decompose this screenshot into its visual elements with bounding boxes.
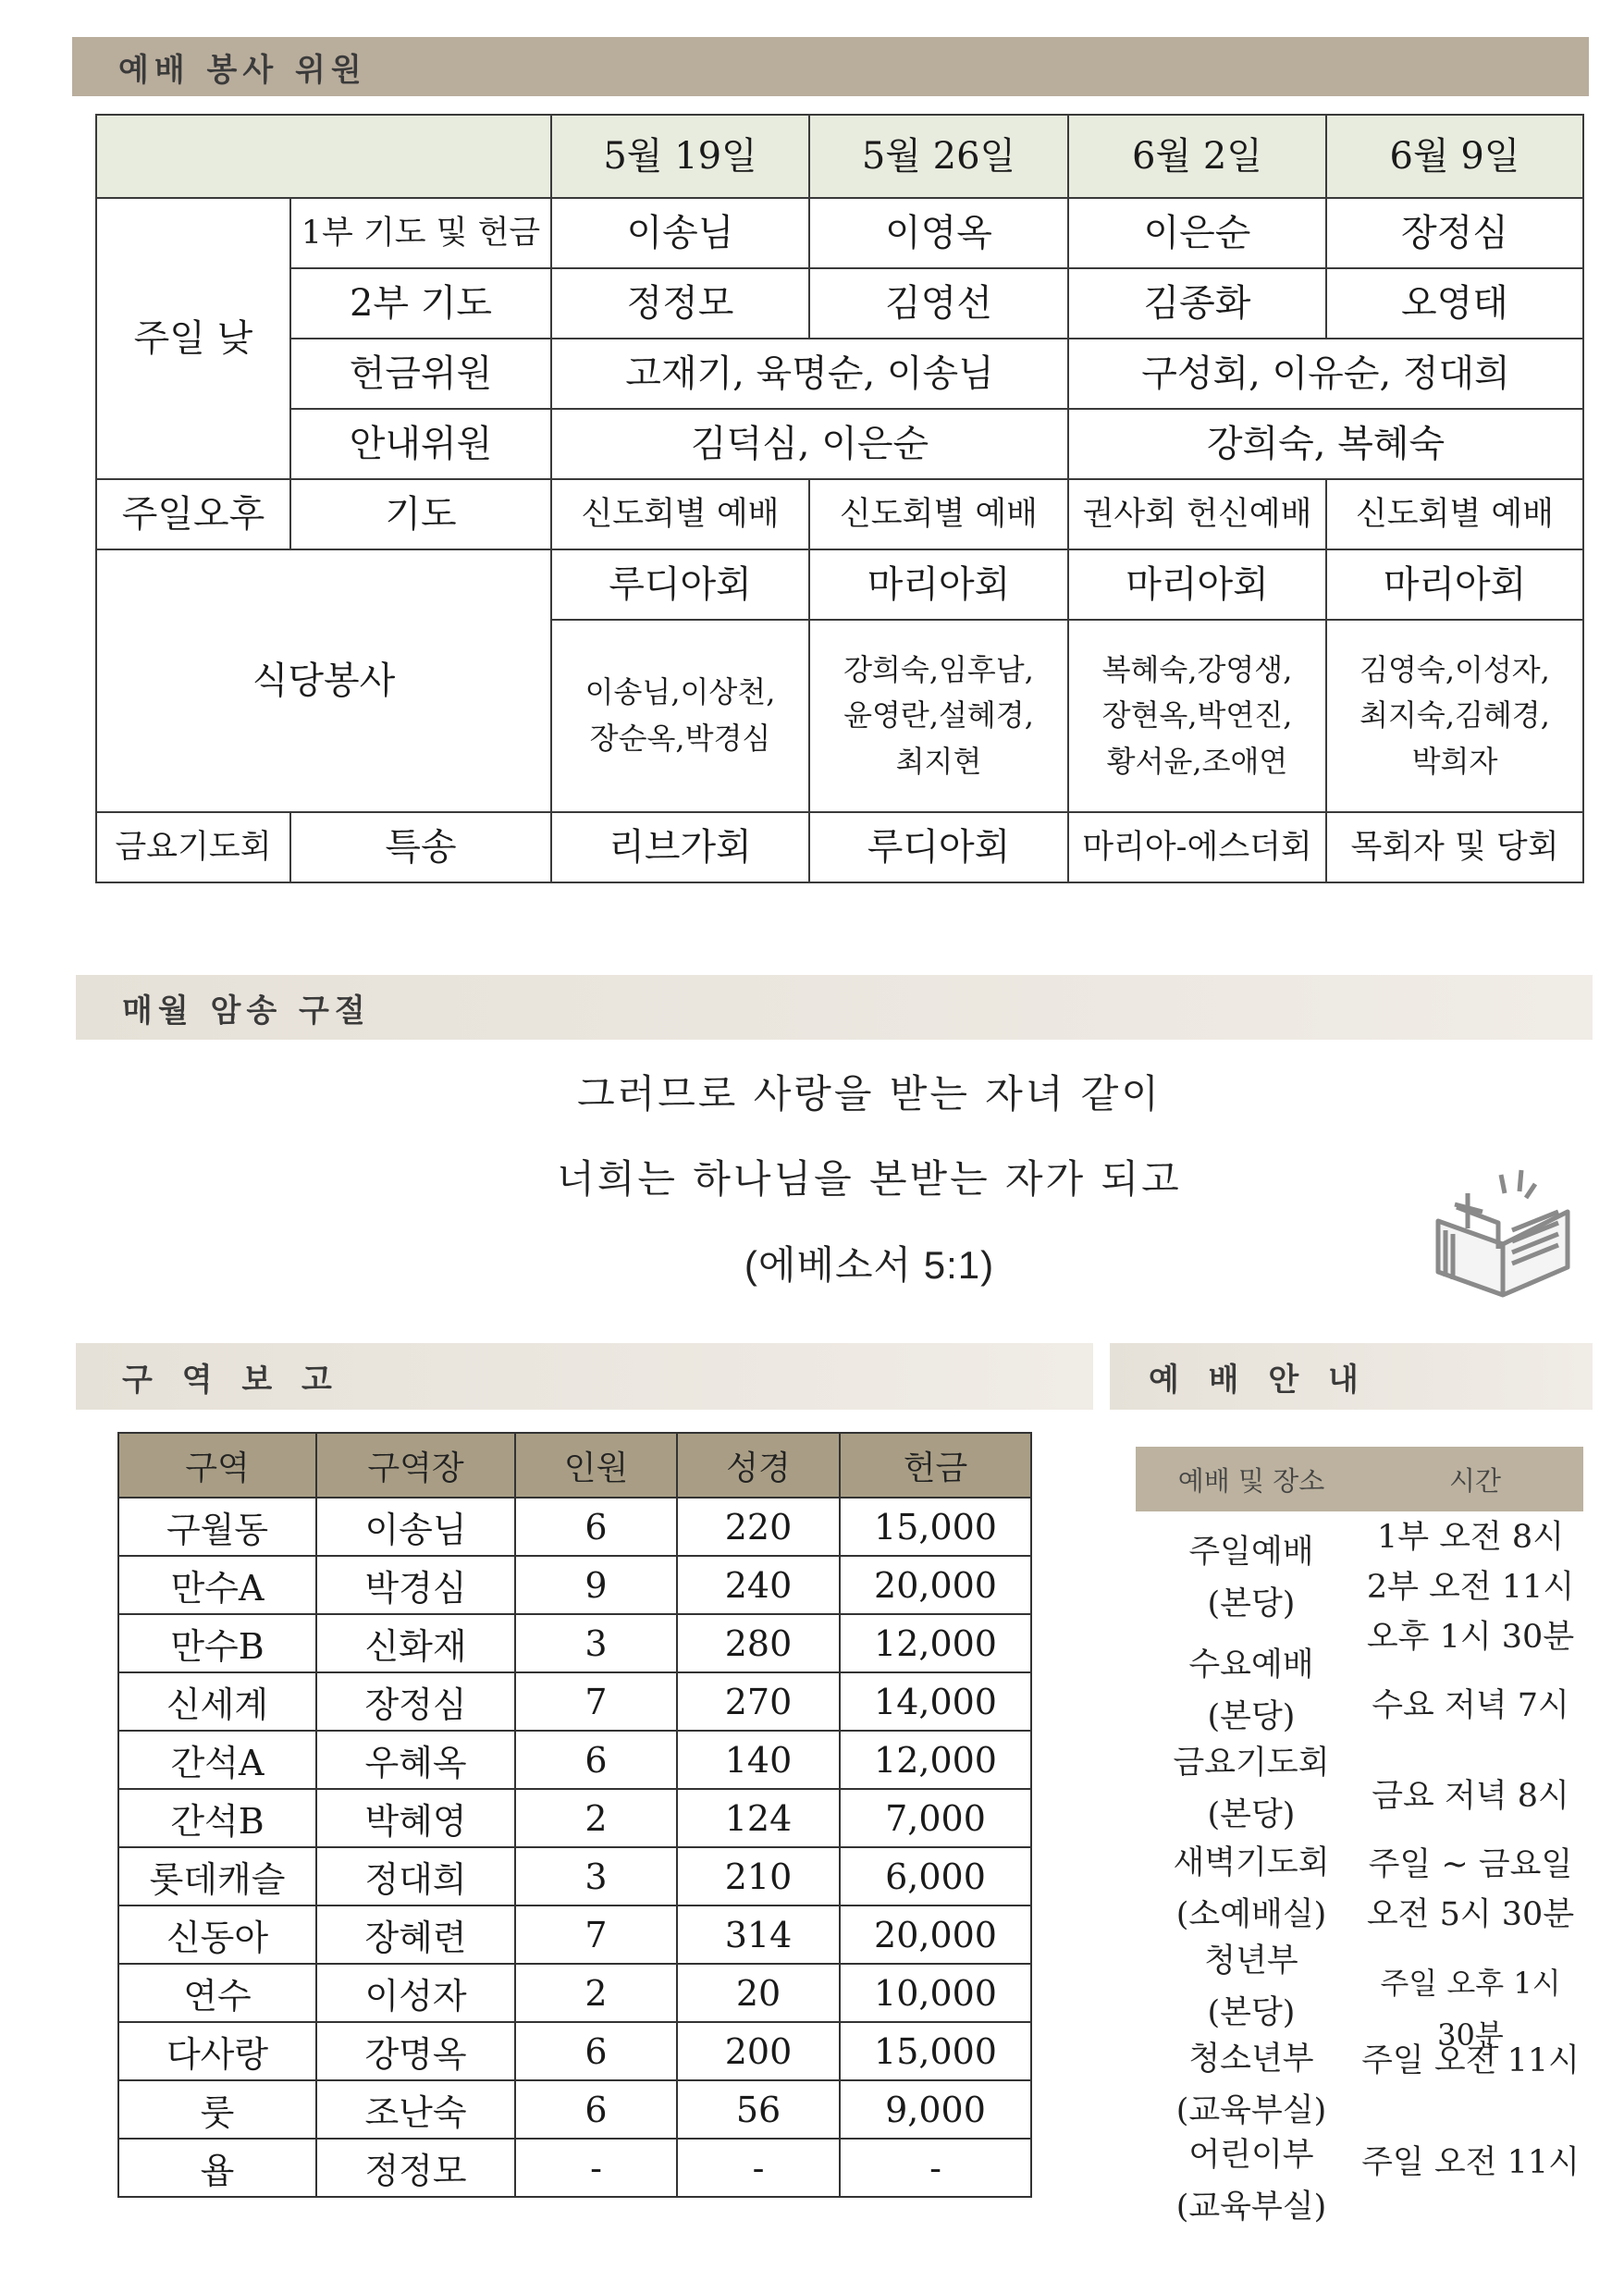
- cell: 이은순: [1068, 198, 1326, 268]
- table-row: [118, 1556, 1031, 1614]
- table-row: [118, 1614, 1031, 1672]
- service-name: 청년부: [1204, 1942, 1298, 1980]
- table-cell: 270: [677, 1672, 840, 1731]
- section-title: 예 배 안 내: [1149, 1361, 1368, 1399]
- cell: 정정모: [551, 268, 809, 339]
- service-name: 수요예배: [1188, 1646, 1314, 1684]
- cell: 신도회별 예배: [551, 479, 809, 549]
- name-line: 최지현: [895, 743, 982, 779]
- cell: 김종화: [1068, 268, 1326, 339]
- cell: 루디아회: [809, 812, 1068, 882]
- table-cell: 조난숙: [316, 2080, 515, 2139]
- table-cell: 20,000: [840, 1906, 1031, 1964]
- row-group-label: 금요기도회: [96, 812, 290, 882]
- table-cell: 280: [677, 1614, 840, 1672]
- table-cell: 신세계: [118, 1672, 316, 1731]
- table-row: [96, 812, 1583, 882]
- cell: 루디아회: [551, 549, 809, 620]
- table-cell: 장혜련: [316, 1906, 515, 1964]
- table-cell: 140: [677, 1731, 840, 1789]
- table-row: [118, 2022, 1031, 2080]
- table-row: [118, 1731, 1031, 1789]
- service-name: 금요기도회: [1173, 1745, 1330, 1782]
- table-cell: 정대희: [316, 1847, 515, 1906]
- name-line: 최지숙,김혜경,: [1359, 697, 1550, 734]
- date-cell: 5월 19일: [551, 115, 809, 198]
- table-cell: 210: [677, 1847, 840, 1906]
- service-place: (소예배실): [1175, 1896, 1327, 1933]
- row-group-label: 주일 낮: [96, 198, 290, 479]
- service-table-header: [1136, 1447, 1583, 1511]
- corner-cell: [96, 115, 551, 198]
- table-cell: 만수B: [118, 1614, 316, 1672]
- row-label: 안내위원: [290, 409, 551, 479]
- cell: 목회자 및 당회: [1326, 812, 1583, 882]
- table-row: [96, 268, 1583, 339]
- date-cell: 5월 26일: [809, 115, 1068, 198]
- table-cell: 신화재: [316, 1614, 515, 1672]
- service-time: 수요 저녁 7시: [1372, 1687, 1569, 1724]
- table-cell: 6: [515, 1731, 677, 1789]
- table-cell: 56: [677, 2080, 840, 2139]
- service-name: 새벽기도회: [1173, 1844, 1330, 1881]
- section-header-district: [76, 1343, 1093, 1410]
- name-line: 김영숙,이성자,: [1359, 651, 1550, 687]
- verse-reference: (에베소서 5:1): [744, 1243, 995, 1287]
- cell: 마리아회: [1326, 549, 1583, 620]
- bible-icon: [1420, 1156, 1586, 1304]
- table-row: [118, 1789, 1031, 1847]
- table-cell: 6,000: [840, 1847, 1031, 1906]
- cell: 장정심: [1326, 198, 1583, 268]
- table-cell: 구월동: [118, 1498, 316, 1556]
- table-row: [96, 549, 1583, 620]
- table-row: [118, 1847, 1031, 1906]
- column-header: 시간: [1448, 1464, 1502, 1497]
- table-cell: 3: [515, 1847, 677, 1906]
- section-header-duty: [72, 37, 1589, 96]
- table-row: [118, 2080, 1031, 2139]
- table-cell: 20: [677, 1964, 840, 2022]
- date-cell: 6월 2일: [1068, 115, 1326, 198]
- verse-line: 그러므로 사랑을 받는 자녀 같이: [577, 1071, 1162, 1116]
- section-header-verse: [76, 975, 1593, 1040]
- column-header: 성경: [677, 1433, 840, 1498]
- column-header: 헌금: [840, 1433, 1031, 1498]
- cell: 신도회별 예배: [809, 479, 1068, 549]
- table-cell: 우혜옥: [316, 1731, 515, 1789]
- section-title: 구 역 보 고: [122, 1361, 341, 1399]
- table-cell: 욥: [118, 2139, 316, 2197]
- row-label: 헌금위원: [290, 339, 551, 409]
- name-line: 윤영란,설혜경,: [843, 697, 1034, 734]
- service-time: 주일 오전 11시: [1361, 2144, 1580, 2181]
- service-place: (본당): [1207, 1698, 1296, 1735]
- service-place: (교육부실): [1175, 2189, 1327, 2226]
- name-line: 강희숙,임후남,: [843, 651, 1034, 687]
- table-cell: 15,000: [840, 1498, 1031, 1556]
- service-place: (본당): [1207, 1585, 1296, 1622]
- table-cell: 이성자: [316, 1964, 515, 2022]
- table-cell: 9: [515, 1556, 677, 1614]
- table-cell: 신동아: [118, 1906, 316, 1964]
- district-report-table: [117, 1432, 1032, 2198]
- cell: 리브가회: [551, 812, 809, 882]
- section-title: 예배 봉사 위원: [118, 51, 367, 89]
- service-time: 주일 오전 11시: [1361, 2042, 1580, 2079]
- table-cell: 240: [677, 1556, 840, 1614]
- cell: 마리아회: [1068, 549, 1326, 620]
- date-cell: 6월 9일: [1326, 115, 1583, 198]
- table-row: [96, 409, 1583, 479]
- table-cell: 200: [677, 2022, 840, 2080]
- table-cell: 룻: [118, 2080, 316, 2139]
- table-cell: 연수: [118, 1964, 316, 2022]
- service-time: 오후 1시 30분: [1366, 1619, 1575, 1656]
- cell: 김영선: [809, 268, 1068, 339]
- service-name: 어린이부: [1188, 2137, 1314, 2174]
- table-cell: 15,000: [840, 2022, 1031, 2080]
- verse-line: 너희는 하나님을 본받는 자가 되고: [557, 1156, 1182, 1202]
- row-label: 식당봉사: [96, 549, 551, 812]
- table-cell: 이송님: [316, 1498, 515, 1556]
- table-row: [118, 1498, 1031, 1556]
- name-line: 이송님,이상천,: [584, 674, 776, 710]
- table-cell: 다사랑: [118, 2022, 316, 2080]
- table-cell: 6: [515, 1498, 677, 1556]
- cell: 구성회, 이유순, 정대희: [1068, 339, 1583, 409]
- table-row: [96, 479, 1583, 549]
- table-cell: 20,000: [840, 1556, 1031, 1614]
- service-place: (교육부실): [1175, 2092, 1327, 2129]
- row-label: 기도: [290, 479, 551, 549]
- table-cell: -: [840, 2139, 1031, 2197]
- cell: 마리아회: [809, 549, 1068, 620]
- row-label: 특송: [290, 812, 551, 882]
- table-cell: 10,000: [840, 1964, 1031, 2022]
- table-cell: 220: [677, 1498, 840, 1556]
- name-line: 복혜숙,강영생,: [1101, 651, 1293, 687]
- column-header: 구역장: [316, 1433, 515, 1498]
- names-cell: [1326, 620, 1583, 812]
- service-place: (본당): [1207, 1994, 1296, 2031]
- cell: 신도회별 예배: [1326, 479, 1583, 549]
- table-row: [96, 339, 1583, 409]
- table-cell: -: [677, 2139, 840, 2197]
- column-header: 인원: [515, 1433, 677, 1498]
- table-cell: 314: [677, 1906, 840, 1964]
- table-cell: 3: [515, 1614, 677, 1672]
- cell: 이영옥: [809, 198, 1068, 268]
- table-cell: 만수A: [118, 1556, 316, 1614]
- table-cell: 9,000: [840, 2080, 1031, 2139]
- table-cell: 7,000: [840, 1789, 1031, 1847]
- cell: 마리아-에스더회: [1068, 812, 1326, 882]
- service-name: 청소년부: [1188, 2041, 1314, 2078]
- column-header: 구역: [118, 1433, 316, 1498]
- district-rows: [118, 1498, 1031, 2197]
- service-time: 주일 오후 1시 30분: [1380, 1966, 1561, 2053]
- table-row: [96, 198, 1583, 268]
- table-cell: 강명옥: [316, 2022, 515, 2080]
- duty-table: [95, 114, 1584, 883]
- table-header-row: [118, 1433, 1031, 1498]
- name-line: 박희자: [1411, 743, 1498, 779]
- service-time: 1부 오전 8시: [1376, 1519, 1565, 1556]
- section-title: 매월 암송 구절: [122, 992, 371, 1030]
- name-line: 장현옥,박연진,: [1101, 697, 1293, 734]
- cell: 강희숙, 복혜숙: [1068, 409, 1583, 479]
- table-cell: 6: [515, 2080, 677, 2139]
- table-cell: 12,000: [840, 1614, 1031, 1672]
- table-row: [96, 115, 1583, 198]
- table-cell: 124: [677, 1789, 840, 1847]
- names-cell: [1068, 620, 1326, 812]
- table-cell: 장정심: [316, 1672, 515, 1731]
- row-label: 2부 기도: [290, 268, 551, 339]
- cell: 권사회 헌신예배: [1068, 479, 1326, 549]
- cell: 오영태: [1326, 268, 1583, 339]
- name-line: 장순옥,박경심: [589, 721, 771, 756]
- table-cell: -: [515, 2139, 677, 2197]
- table-cell: 7: [515, 1672, 677, 1731]
- service-place: (본당): [1207, 1796, 1296, 1833]
- table-row: [118, 1672, 1031, 1731]
- row-label: 1부 기도 및 헌금: [290, 198, 551, 268]
- name-line: 황서윤,조애연: [1106, 743, 1288, 779]
- section-header-service: [1110, 1343, 1593, 1410]
- table-cell: 14,000: [840, 1672, 1031, 1731]
- cell: 이송님: [551, 198, 809, 268]
- row-group-label: 주일오후: [96, 479, 290, 549]
- table-cell: 7: [515, 1906, 677, 1964]
- table-cell: 박혜영: [316, 1789, 515, 1847]
- table-cell: 롯데캐슬: [118, 1847, 316, 1906]
- column-header: 예배 및 장소: [1177, 1464, 1325, 1497]
- table-row: [118, 2139, 1031, 2197]
- cell: 김덕심, 이은순: [551, 409, 1068, 479]
- service-time: 주일 ~ 금요일: [1368, 1846, 1573, 1883]
- service-time: 2부 오전 11시: [1366, 1569, 1575, 1606]
- table-row: [118, 1964, 1031, 2022]
- table-cell: 2: [515, 1789, 677, 1847]
- table-cell: 간석A: [118, 1731, 316, 1789]
- cell: 고재기, 육명순, 이송님: [551, 339, 1068, 409]
- table-row: [118, 1906, 1031, 1964]
- table-cell: 12,000: [840, 1731, 1031, 1789]
- table-cell: 간석B: [118, 1789, 316, 1847]
- table-cell: 6: [515, 2022, 677, 2080]
- service-name: 주일예배: [1188, 1534, 1314, 1571]
- names-cell: [551, 620, 809, 812]
- table-cell: 2: [515, 1964, 677, 2022]
- service-time: 오전 5시 30분: [1366, 1896, 1575, 1933]
- table-cell: 박경심: [316, 1556, 515, 1614]
- service-time: 금요 저녁 8시: [1372, 1778, 1569, 1815]
- table-cell: 정정모: [316, 2139, 515, 2197]
- names-cell: [809, 620, 1068, 812]
